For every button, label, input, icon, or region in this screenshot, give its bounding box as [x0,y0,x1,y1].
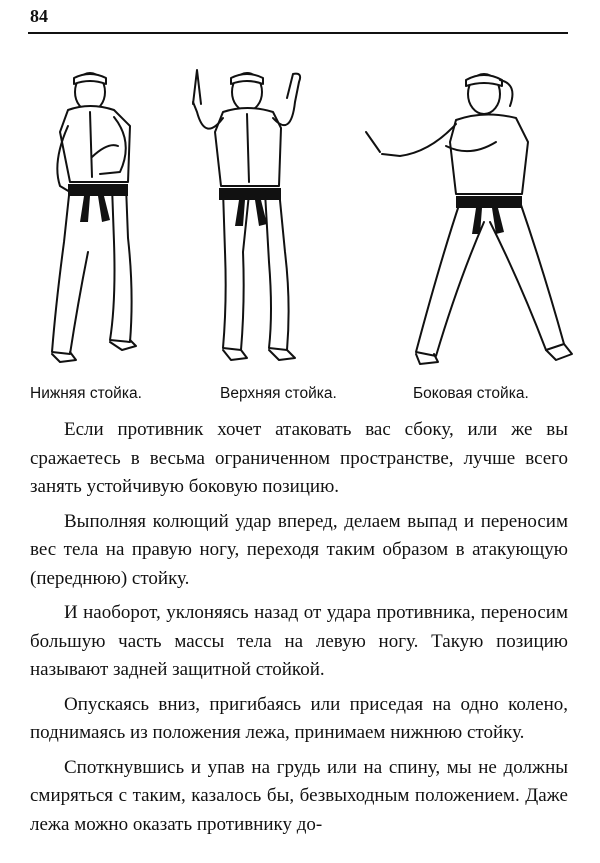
caption-side-stance: Боковая стойка. [413,385,529,402]
figure-high-stance [175,62,325,380]
paragraph: Споткнувшись и упав на грудь или на спину, мы не должны смиряться с таким, казалось бы, безвыходным положением. Даже лежа можно оказать противнику до- [30,756,568,835]
header-rule [28,32,568,34]
high-stance-illustration [175,62,325,380]
page-number: 84 [30,6,48,26]
side-stance-illustration [360,62,580,380]
figure-low-stance [30,62,160,380]
paragraph: Выполняя колющий удар вперед, делаем выпад и переносим вес тела на правую ногу, переходя таким образом в атакующую (переднюю) стойку. [30,510,568,589]
low-stance-illustration [30,62,160,380]
body-text [30,416,568,845]
paragraph: И наоборот, уклоняясь назад от удара противника, переносим большую часть массы тела на левую ногу. Такую позицию называют задней защитной стойкой. [30,602,568,680]
caption-high-stance: Верхняя стойка. [220,385,337,402]
figure-captions [0,385,600,409]
caption-low-stance: Нижняя стойка. [30,385,142,402]
figure-side-stance [360,62,580,380]
paragraph: Опускаясь вниз, пригибаясь или приседая на одно колено, поднимаясь из положения лежа, принимаем нижнюю стойку. [30,693,568,743]
paragraph: Если противник хочет атаковать вас сбоку, или же вы сражаетесь в весьма ограниченном пространстве, лучше всего занять устойчивую боковую позицию. [30,419,568,497]
